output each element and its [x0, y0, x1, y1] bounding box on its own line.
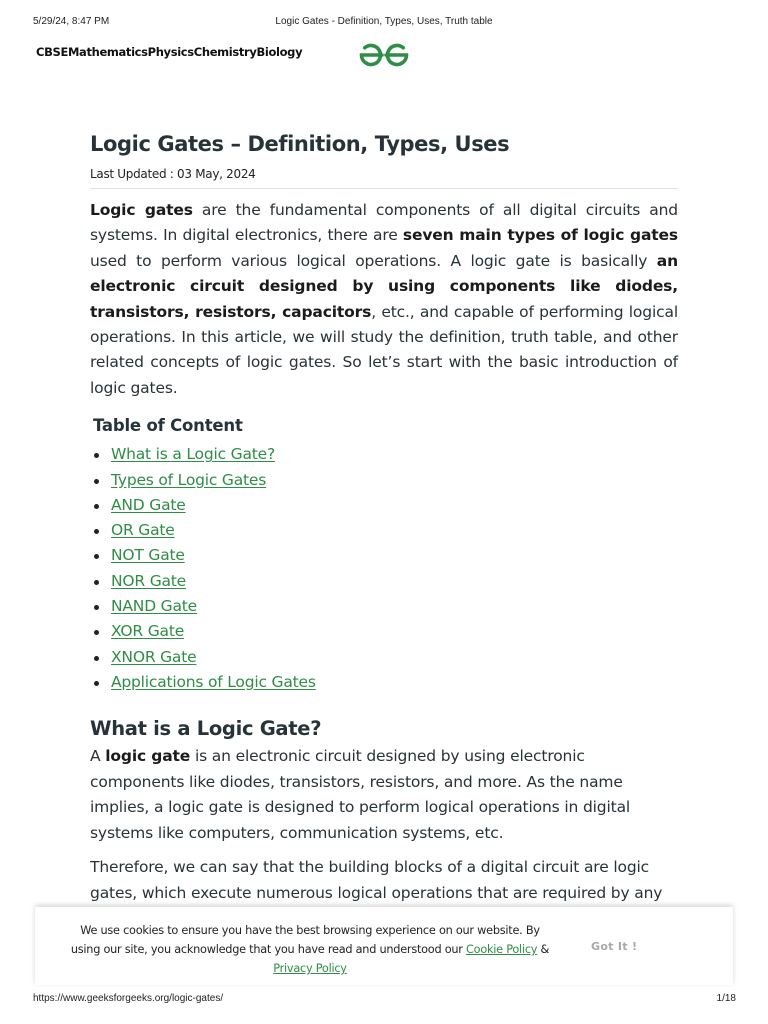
nav-item-biology[interactable]: Biology — [256, 45, 303, 59]
s1-text-b3: implies, a logic gate is designed to perform logical operations in digital — [90, 798, 631, 817]
cookie-banner — [35, 907, 733, 985]
cookie-line-2: using our site, you acknowledge that you have read and understood our — [70, 943, 467, 956]
s1-bold: logic gate — [105, 747, 191, 766]
toc-link-not-gate[interactable]: NOT Gate — [111, 546, 185, 565]
article — [90, 126, 678, 906]
intro-paragraph — [90, 198, 678, 401]
toc-item — [90, 468, 678, 493]
section-paragraph-2 — [90, 855, 678, 906]
toc-link-xnor-gate[interactable]: XNOR Gate — [111, 647, 197, 666]
print-datetime: 5/29/24, 8:47 PM — [33, 16, 110, 27]
cookie-policy-link[interactable]: Cookie Policy — [466, 943, 538, 956]
s2-text-2: gates, which execute numerous logical operations that are required by any — [90, 883, 663, 902]
nav-item-mathematics[interactable]: Mathematics — [67, 45, 148, 59]
nav-item-physics[interactable]: Physics — [147, 45, 194, 59]
s1-text-b1: is an electronic circuit designed by using electronic — [190, 747, 585, 766]
title-divider — [90, 188, 678, 189]
toc-link-nor-gate[interactable]: NOR Gate — [111, 571, 187, 590]
toc-link-what-is-logic-gate[interactable]: What is a Logic Gate? — [111, 445, 275, 464]
toc-item — [90, 670, 678, 695]
print-header — [0, 16, 768, 30]
toc-item — [90, 645, 678, 670]
toc-link-xor-gate[interactable]: XOR Gate — [111, 622, 185, 641]
s1-text-b4: systems like computers, communication systems, etc. — [90, 823, 504, 842]
toc-item — [90, 594, 678, 619]
site-nav — [36, 45, 302, 65]
gfg-logo-icon[interactable] — [358, 42, 410, 68]
toc-item — [90, 619, 678, 644]
intro-bold-2: seven main types of logic gates — [402, 226, 678, 245]
page-title: Logic Gates – Definition, Types, Uses — [90, 132, 510, 156]
cookie-message — [55, 921, 565, 978]
section-heading-what-is-logic-gate: What is a Logic Gate? — [90, 717, 322, 741]
s2-text-1: Therefore, we can say that the building blocks of a digital circuit are logic — [90, 858, 650, 877]
nav-item-cbse[interactable]: CBSE — [36, 45, 68, 59]
toc-link-types-of-logic-gates[interactable]: Types of Logic Gates — [111, 470, 267, 489]
got-it-button[interactable]: Got It ! — [591, 940, 638, 953]
toc-item — [90, 569, 678, 594]
toc-title: Table of Content — [93, 416, 243, 436]
table-of-content — [90, 442, 678, 695]
privacy-policy-link[interactable]: Privacy Policy — [273, 962, 347, 975]
print-page-number: 1/18 — [716, 993, 736, 1004]
print-url: https://www.geeksforgeeks.org/logic-gates/ — [33, 993, 224, 1004]
toc-link-nand-gate[interactable]: NAND Gate — [111, 597, 197, 616]
intro-text-2: used to perform various logical operations. A logic gate is basically — [90, 251, 657, 270]
toc-item — [90, 518, 678, 543]
intro-text-1: are the fundamental components of all digital circuits and systems. In digital electronics, there are — [90, 201, 678, 245]
s1-text-b2: components like diodes, transistors, resistors, and more. As the name — [90, 772, 623, 791]
intro-text-3: , etc., and capable of performing logical operations. In this article, we will study the definition, truth table, and other related concepts of logic gates. So let’s start with the basic introduction of logic gates. — [90, 302, 678, 397]
toc-link-applications[interactable]: Applications of Logic Gates — [111, 672, 316, 691]
toc-link-and-gate[interactable]: AND Gate — [111, 495, 186, 514]
cookie-ampersand: & — [537, 943, 550, 956]
print-page-title: Logic Gates - Definition, Types, Uses, Truth table — [275, 16, 493, 27]
section-paragraph-1 — [90, 744, 678, 846]
nav-item-chemistry[interactable]: Chemistry — [193, 45, 257, 59]
intro-bold-3: an electronic circuit designed by using components like diodes, transistors, resistors, capacitors — [90, 251, 678, 321]
toc-item — [90, 442, 678, 467]
last-updated: Last Updated : 03 May, 2024 — [90, 167, 256, 181]
toc-link-or-gate[interactable]: OR Gate — [111, 521, 175, 540]
print-footer — [0, 993, 768, 1007]
cookie-line-1: We use cookies to ensure you have the best browsing experience on our website. By — [80, 924, 540, 937]
s1-text-a: A — [90, 747, 106, 766]
intro-bold-1: Logic gates — [90, 201, 193, 219]
toc-item — [90, 543, 678, 568]
toc-item — [90, 493, 678, 518]
